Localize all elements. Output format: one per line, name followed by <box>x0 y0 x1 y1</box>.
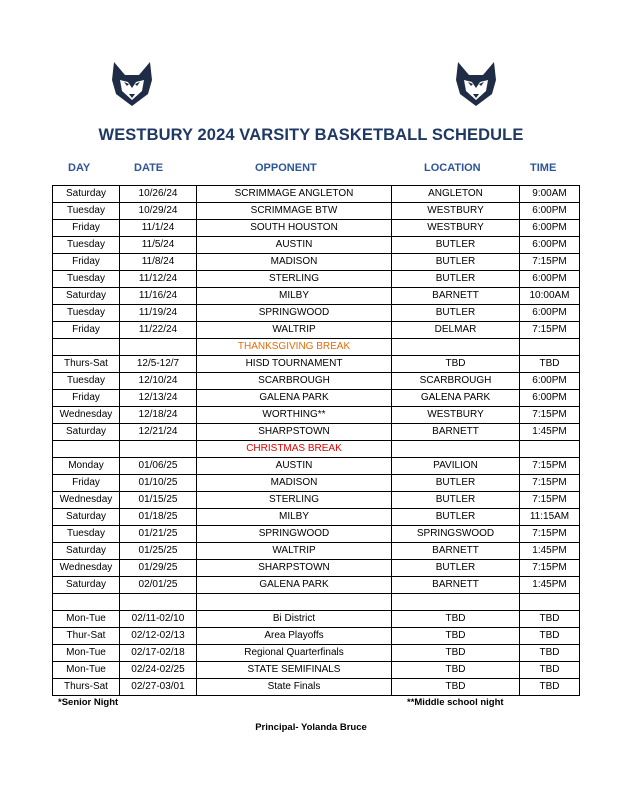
cell-time: 6:00PM <box>520 390 580 407</box>
cell-day: Saturday <box>53 424 120 441</box>
cell-day: Friday <box>53 254 120 271</box>
schedule-row <box>53 237 580 254</box>
cell-day: Saturday <box>53 577 120 594</box>
cell-time: TBD <box>520 679 580 696</box>
cell-date: 01/18/25 <box>120 509 197 526</box>
cell-time: 6:00PM <box>520 237 580 254</box>
cell-day: Saturday <box>53 186 120 203</box>
cell-location: BUTLER <box>392 475 520 492</box>
cell-day: Mon-Tue <box>53 645 120 662</box>
husky-logo-icon <box>450 58 502 110</box>
header-opponent: OPPONENT <box>255 162 317 174</box>
cell-time: 6:00PM <box>520 271 580 288</box>
cell-time: 7:15PM <box>520 322 580 339</box>
cell-opponent: AUSTIN <box>197 458 392 475</box>
schedule-row <box>53 356 580 373</box>
cell-location: BUTLER <box>392 237 520 254</box>
cell-location: BARNETT <box>392 424 520 441</box>
break-label: THANKSGIVING BREAK <box>197 339 392 356</box>
cell-time: 6:00PM <box>520 203 580 220</box>
middle-school-note: **Middle school night <box>407 697 504 708</box>
senior-night-note: *Senior Night <box>58 697 119 708</box>
break-row <box>53 339 580 356</box>
cell-date: 02/11-02/10 <box>120 611 197 628</box>
cell-date: 11/8/24 <box>120 254 197 271</box>
cell-day: Tuesday <box>53 271 120 288</box>
cell-location: WESTBURY <box>392 407 520 424</box>
cell-location: BUTLER <box>392 560 520 577</box>
cell-location: BARNETT <box>392 288 520 305</box>
cell-day: Friday <box>53 220 120 237</box>
cell-time: 10:00AM <box>520 288 580 305</box>
cell-time: 6:00PM <box>520 305 580 322</box>
schedule-row <box>53 254 580 271</box>
cell-location: WESTBURY <box>392 203 520 220</box>
cell-date: 12/5-12/7 <box>120 356 197 373</box>
cell-date: 11/1/24 <box>120 220 197 237</box>
cell-location: TBD <box>392 628 520 645</box>
cell-time: 7:15PM <box>520 407 580 424</box>
cell-time: 1:45PM <box>520 424 580 441</box>
cell-opponent: MILBY <box>197 288 392 305</box>
schedule-row <box>53 509 580 526</box>
cell-date: 11/22/24 <box>120 322 197 339</box>
schedule-row <box>53 424 580 441</box>
schedule-row <box>53 611 580 628</box>
cell-date: 01/06/25 <box>120 458 197 475</box>
cell-empty <box>197 594 392 611</box>
empty-row <box>53 594 580 611</box>
cell-location: BUTLER <box>392 509 520 526</box>
cell-time: 7:15PM <box>520 492 580 509</box>
cell-location: BUTLER <box>392 254 520 271</box>
cell-opponent: WALTRIP <box>197 543 392 560</box>
cell-day: Tuesday <box>53 526 120 543</box>
cell-date: 12/13/24 <box>120 390 197 407</box>
cell-opponent: STATE SEMIFINALS <box>197 662 392 679</box>
cell-time: 7:15PM <box>520 526 580 543</box>
cell-time: 7:15PM <box>520 560 580 577</box>
cell-date: 11/16/24 <box>120 288 197 305</box>
cell-opponent: STERLING <box>197 492 392 509</box>
cell-opponent: GALENA PARK <box>197 390 392 407</box>
cell-empty <box>392 594 520 611</box>
cell-time: TBD <box>520 628 580 645</box>
cell-location: ANGLETON <box>392 186 520 203</box>
page-title: WESTBURY 2024 VARSITY BASKETBALL SCHEDULE <box>98 126 524 144</box>
cell-date: 02/12-02/13 <box>120 628 197 645</box>
cell-day: Tuesday <box>53 237 120 254</box>
header-date: DATE <box>134 162 164 174</box>
cell-opponent: Area Playoffs <box>197 628 392 645</box>
cell-time: 7:15PM <box>520 458 580 475</box>
cell-location: TBD <box>392 679 520 696</box>
cell-date: 12/10/24 <box>120 373 197 390</box>
cell-date: 10/26/24 <box>120 186 197 203</box>
cell-opponent: SPRINGWOOD <box>197 305 392 322</box>
schedule-row <box>53 560 580 577</box>
cell-empty <box>53 594 120 611</box>
cell-location: TBD <box>392 611 520 628</box>
schedule-row <box>53 526 580 543</box>
break-label: CHRISTMAS BREAK <box>197 441 392 458</box>
cell-opponent: Bi District <box>197 611 392 628</box>
cell-day: Friday <box>53 322 120 339</box>
cell-time: 6:00PM <box>520 220 580 237</box>
cell-empty <box>120 339 197 356</box>
cell-location: TBD <box>392 662 520 679</box>
cell-location: DELMAR <box>392 322 520 339</box>
cell-date: 11/19/24 <box>120 305 197 322</box>
cell-day: Wednesday <box>53 407 120 424</box>
cell-time: TBD <box>520 611 580 628</box>
cell-date: 02/17-02/18 <box>120 645 197 662</box>
husky-logo-icon <box>106 58 158 110</box>
cell-date: 01/21/25 <box>120 526 197 543</box>
cell-empty <box>53 339 120 356</box>
cell-opponent: SCRIMMAGE BTW <box>197 203 392 220</box>
schedule-row <box>53 628 580 645</box>
cell-day: Wednesday <box>53 492 120 509</box>
cell-date: 12/18/24 <box>120 407 197 424</box>
cell-date: 10/29/24 <box>120 203 197 220</box>
cell-empty <box>120 594 197 611</box>
cell-day: Tuesday <box>53 373 120 390</box>
cell-empty <box>392 339 520 356</box>
cell-empty <box>53 441 120 458</box>
cell-date: 01/15/25 <box>120 492 197 509</box>
schedule-row <box>53 662 580 679</box>
cell-day: Saturday <box>53 543 120 560</box>
schedule-row <box>53 679 580 696</box>
schedule-row <box>53 203 580 220</box>
schedule-row <box>53 322 580 339</box>
cell-date: 12/21/24 <box>120 424 197 441</box>
cell-day: Saturday <box>53 509 120 526</box>
cell-empty <box>520 441 580 458</box>
cell-empty <box>520 339 580 356</box>
cell-day: Thur-Sat <box>53 628 120 645</box>
cell-time: 7:15PM <box>520 475 580 492</box>
cell-date: 01/29/25 <box>120 560 197 577</box>
cell-opponent: MADISON <box>197 475 392 492</box>
cell-day: Monday <box>53 458 120 475</box>
cell-opponent: STERLING <box>197 271 392 288</box>
cell-day: Thurs-Sat <box>53 356 120 373</box>
schedule-row <box>53 458 580 475</box>
cell-opponent: MADISON <box>197 254 392 271</box>
schedule-row <box>53 492 580 509</box>
cell-location: BARNETT <box>392 577 520 594</box>
cell-opponent: WALTRIP <box>197 322 392 339</box>
cell-location: SPRINGSWOOD <box>392 526 520 543</box>
cell-day: Friday <box>53 390 120 407</box>
cell-time: TBD <box>520 662 580 679</box>
cell-opponent: SHARPSTOWN <box>197 424 392 441</box>
cell-day: Mon-Tue <box>53 611 120 628</box>
cell-location: BUTLER <box>392 305 520 322</box>
cell-opponent: State Finals <box>197 679 392 696</box>
cell-time: 7:15PM <box>520 254 580 271</box>
schedule-row <box>53 390 580 407</box>
schedule-row <box>53 271 580 288</box>
cell-day: Saturday <box>53 288 120 305</box>
cell-day: Tuesday <box>53 305 120 322</box>
cell-day: Tuesday <box>53 203 120 220</box>
break-row <box>53 441 580 458</box>
cell-location: WESTBURY <box>392 220 520 237</box>
header-day: DAY <box>68 162 91 174</box>
cell-opponent: Regional Quarterfinals <box>197 645 392 662</box>
cell-opponent: SHARPSTOWN <box>197 560 392 577</box>
cell-date: 11/5/24 <box>120 237 197 254</box>
schedule-row <box>53 305 580 322</box>
schedule-row <box>53 543 580 560</box>
schedule-row <box>53 186 580 203</box>
cell-location: TBD <box>392 356 520 373</box>
header-time: TIME <box>530 162 557 174</box>
cell-time: 11:15AM <box>520 509 580 526</box>
cell-opponent: SCARBROUGH <box>197 373 392 390</box>
cell-empty <box>520 594 580 611</box>
schedule-row <box>53 220 580 237</box>
schedule-row <box>53 407 580 424</box>
cell-location: BUTLER <box>392 492 520 509</box>
schedule-row <box>53 373 580 390</box>
schedule-row <box>53 475 580 492</box>
cell-date: 01/10/25 <box>120 475 197 492</box>
cell-date: 02/24-02/25 <box>120 662 197 679</box>
cell-opponent: WORTHING** <box>197 407 392 424</box>
cell-opponent: MILBY <box>197 509 392 526</box>
cell-opponent: SCRIMMAGE ANGLETON <box>197 186 392 203</box>
cell-location: GALENA PARK <box>392 390 520 407</box>
schedule-row <box>53 288 580 305</box>
cell-time: 1:45PM <box>520 543 580 560</box>
cell-location: PAVILION <box>392 458 520 475</box>
cell-empty <box>392 441 520 458</box>
cell-time: TBD <box>520 356 580 373</box>
schedule-row <box>53 577 580 594</box>
cell-date: 02/27-03/01 <box>120 679 197 696</box>
header-location: LOCATION <box>424 162 481 174</box>
cell-time: 6:00PM <box>520 373 580 390</box>
cell-day: Thurs-Sat <box>53 679 120 696</box>
cell-opponent: GALENA PARK <box>197 577 392 594</box>
cell-date: 02/01/25 <box>120 577 197 594</box>
cell-opponent: AUSTIN <box>197 237 392 254</box>
schedule-table <box>52 185 580 696</box>
cell-opponent: HISD TOURNAMENT <box>197 356 392 373</box>
cell-date: 11/12/24 <box>120 271 197 288</box>
cell-location: BARNETT <box>392 543 520 560</box>
cell-day: Wednesday <box>53 560 120 577</box>
cell-location: TBD <box>392 645 520 662</box>
schedule-body <box>53 186 580 696</box>
cell-time: 9:00AM <box>520 186 580 203</box>
cell-location: SCARBROUGH <box>392 373 520 390</box>
cell-day: Friday <box>53 475 120 492</box>
cell-date: 01/25/25 <box>120 543 197 560</box>
cell-empty <box>120 441 197 458</box>
cell-opponent: SPRINGWOOD <box>197 526 392 543</box>
cell-time: 1:45PM <box>520 577 580 594</box>
cell-time: TBD <box>520 645 580 662</box>
cell-opponent: SOUTH HOUSTON <box>197 220 392 237</box>
cell-location: BUTLER <box>392 271 520 288</box>
principal-name: Principal- Yolanda Bruce <box>255 722 367 733</box>
cell-day: Mon-Tue <box>53 662 120 679</box>
schedule-row <box>53 645 580 662</box>
